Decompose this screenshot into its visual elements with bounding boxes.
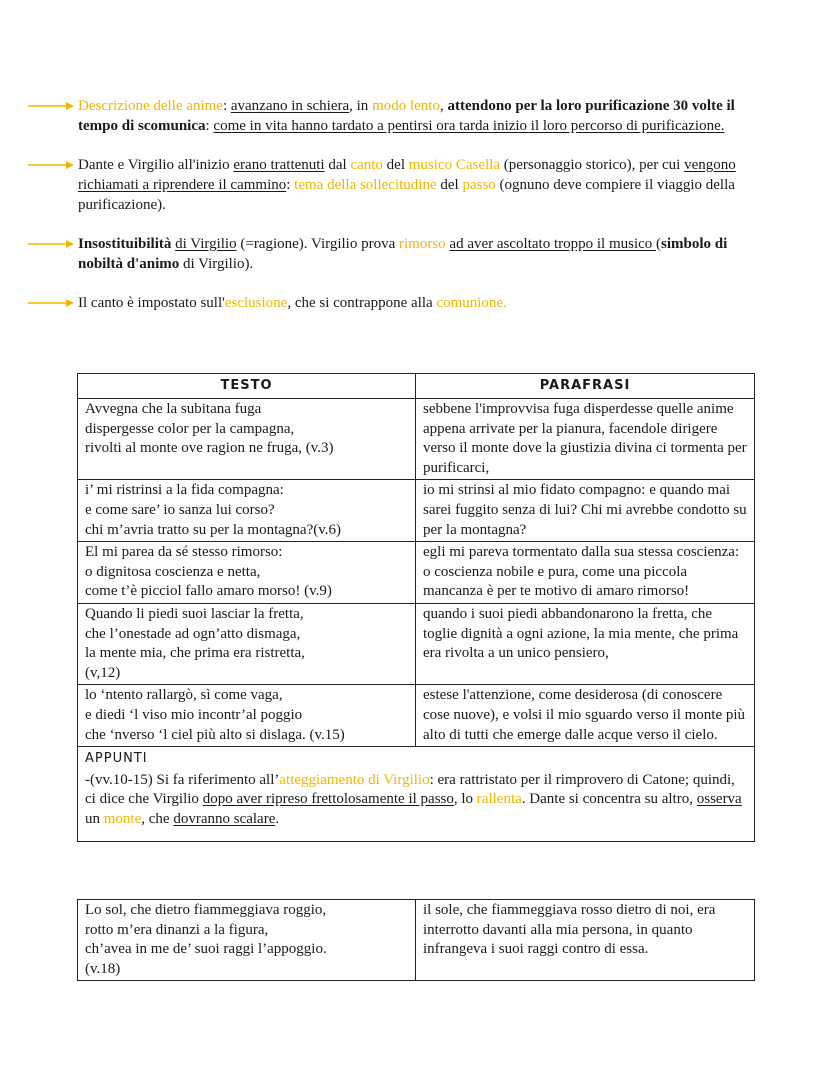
verse-line: (v,12) <box>85 664 121 681</box>
text-segment: dal <box>324 157 351 173</box>
text-segment: : <box>286 177 295 193</box>
text-segment: : <box>222 98 231 114</box>
parafrasi-cell: io mi strinsi al mio fidato compagno: e quando mai sarei fuggito senza di lui? Chi mi avrebbe condotto su per la montagna? <box>416 480 755 542</box>
notes-title: APPUNTI <box>78 747 755 770</box>
text-segment: , in <box>349 98 373 114</box>
text-segment: come in vita hanno tardato a pentirsi ora tarda inizio il loro percorso di purificazione. <box>213 118 725 134</box>
testo-cell <box>78 603 416 684</box>
parafrasi-cell: quando i suoi piedi abbandonarono la fretta, che toglie dignità a ogni azione, la mia mente, che prima era rivolta a un unico pensiero, <box>416 603 755 684</box>
text-segment: (personaggio storico), per cui <box>499 157 685 173</box>
parafrasi-cell: il sole, che fiammeggiava rosso dietro di noi, era interrotto davanti alla mia persona, in quanto infrangeva i suoi raggi contro di essa. <box>416 900 755 981</box>
text-segment: . <box>275 810 280 827</box>
testo-cell <box>78 900 416 981</box>
text-segment: canto <box>350 157 383 173</box>
column-header-testo: TESTO <box>78 374 416 399</box>
verse-line: la mente mia, che prima era ristretta, <box>85 645 305 662</box>
text-segment: Descrizione delle anime <box>78 98 223 114</box>
text-segment: vengono richiamati a riprendere il cammino <box>78 157 736 193</box>
table-row <box>78 685 755 747</box>
text-segment: musico Casella <box>408 157 500 173</box>
testo-cell <box>78 399 416 480</box>
parafrasi-cell: sebbene l'improvvisa fuga disperdesse quelle anime appena arrivate per la pianura, facendole dirigere verso il monte dove la giustizia divina ci tormenta per purificarci, <box>416 399 755 480</box>
column-header-parafrasi: PARAFRASI <box>416 374 755 399</box>
testo-cell <box>78 542 416 604</box>
verse-line: El mi parea da sé stesso rimorso: <box>85 544 283 561</box>
text-segment: : <box>205 118 214 134</box>
text-segment: (ognuno deve compiere il viaggio della purificazione). <box>78 177 735 213</box>
verse-line: e diedi ‘l viso mio incontr’al poggio <box>85 706 303 723</box>
text-segment: , che si contrappone alla <box>287 295 437 311</box>
text-segment: ( <box>656 236 662 252</box>
text-segment: (=ragione). Virgilio prova <box>236 236 399 252</box>
verse-line: Avvegna che la subitana fuga <box>85 401 262 417</box>
text-segment: Insostituibilità <box>78 236 172 252</box>
text-segment: : era rattristato per il rimprovero di Catone; quindi, ci dice che Virgilio <box>85 771 735 808</box>
table-row <box>78 900 755 981</box>
text-segment: dopo aver ripreso frettolosamente il passo <box>202 791 454 808</box>
text-segment: rimorso <box>399 236 446 252</box>
text-segment: dovranno scalare <box>173 810 276 827</box>
bullet-text <box>78 157 736 213</box>
arrow-right-icon <box>28 159 74 171</box>
text-segment: -(vv.10-15) Si fa riferimento all’ <box>85 771 280 788</box>
bullet-text <box>78 236 727 272</box>
bullet-item <box>28 293 748 313</box>
table-row <box>78 480 755 542</box>
verse-line: Lo sol, che dietro fiammeggiava roggio, <box>85 902 327 918</box>
text-segment: modo lento <box>372 98 440 114</box>
text-segment: , <box>439 98 448 114</box>
text-segment: di Virgilio <box>175 236 237 252</box>
text-segment: attendono per la loro purificazione 30 volte il tempo di scomunica <box>78 98 735 134</box>
text-segment: del <box>382 157 409 173</box>
notes-title-row <box>78 747 755 770</box>
arrow-right-icon <box>28 100 74 112</box>
testo-cell <box>78 685 416 747</box>
text-segment: simbolo di nobiltà d'animo <box>78 236 728 272</box>
arrow-right-icon <box>28 297 74 309</box>
text-segment: comunione. <box>436 295 507 311</box>
bullet-item <box>28 96 748 136</box>
verse-line: rivolti al monte ove ragion ne fruga, (v.3) <box>85 440 334 457</box>
table-header-row <box>78 374 755 399</box>
arrow-right-icon <box>28 238 74 250</box>
verse-line: ch’avea in me de’ suoi raggi l’appoggio. <box>85 941 327 958</box>
text-segment: monte <box>103 810 142 827</box>
verse-line: chi m’avria tratto su per la montagna?(v.6) <box>85 521 342 538</box>
table-row <box>78 399 755 480</box>
table-row <box>78 542 755 604</box>
text-segment: avanzano in schiera <box>230 98 350 114</box>
table-row <box>78 603 755 684</box>
parafrasi-cell: estese l'attenzione, come desiderosa (di conoscere cose nuove), e volsi il mio sguardo verso il monte più alto di tutti che emerge dalle acque verso il cielo. <box>416 685 755 747</box>
text-segment: , che <box>141 810 174 827</box>
notes-text <box>78 770 755 842</box>
bullet-item <box>28 234 748 274</box>
bullet-text <box>78 295 507 311</box>
testo-parafrasi-table-continued <box>77 899 755 981</box>
testo-cell <box>78 480 416 542</box>
text-segment: del <box>436 177 463 193</box>
verse-line: Quando li piedi suoi lasciar la fretta, <box>85 605 304 622</box>
text-segment: esclusione <box>224 295 288 311</box>
text-segment: . Dante si concentra su altro, <box>521 791 697 808</box>
verse-line: che l’onestade ad ogn’atto dismaga, <box>85 625 301 642</box>
text-segment: atteggiamento di Virgilio <box>279 771 430 788</box>
notes-bullet-list <box>28 96 748 332</box>
text-segment: osserva <box>696 791 742 808</box>
text-segment: erano trattenuti <box>233 157 325 173</box>
text-segment: ad aver ascoltato troppo il musico <box>449 236 657 252</box>
verse-line: e come sare’ io sanza lui corso? <box>85 501 275 518</box>
text-segment: Dante e Virgilio all'inizio <box>78 157 234 173</box>
text-segment: rallenta <box>476 791 522 808</box>
verse-line: che ‘nverso ‘l ciel più alto si dislaga. (v.15) <box>85 726 345 743</box>
verse-line: o dignitosa coscienza e netta, <box>85 563 261 580</box>
verse-line: dispergesse color per la campagna, <box>85 420 295 437</box>
text-segment: tema della sollecitudine <box>294 177 437 193</box>
text-segment: , lo <box>453 791 477 808</box>
parafrasi-cell: egli mi pareva tormentato dalla sua stessa coscienza: o coscienza nobile e pura, come una piccola mancanza è per te motivo di amaro rimorso! <box>416 542 755 604</box>
verse-line: (v.18) <box>85 960 121 977</box>
verse-line: come t’è picciol fallo amaro morso! (v.9) <box>85 583 332 600</box>
testo-parafrasi-table <box>77 373 755 842</box>
notes-body-row <box>78 770 755 842</box>
text-segment: un <box>85 810 104 827</box>
verse-line: rotto m’era dinanzi a la figura, <box>85 921 269 938</box>
text-segment: Il canto è impostato sull' <box>78 295 225 311</box>
verse-line: i’ mi ristrinsi a la fida compagna: <box>85 482 284 499</box>
bullet-item <box>28 155 748 215</box>
bullet-text <box>78 98 735 134</box>
text-segment: passo <box>462 177 496 193</box>
text-segment: di Virgilio). <box>179 256 254 272</box>
verse-line: lo ‘ntento rallargò, sì come vaga, <box>85 687 283 704</box>
